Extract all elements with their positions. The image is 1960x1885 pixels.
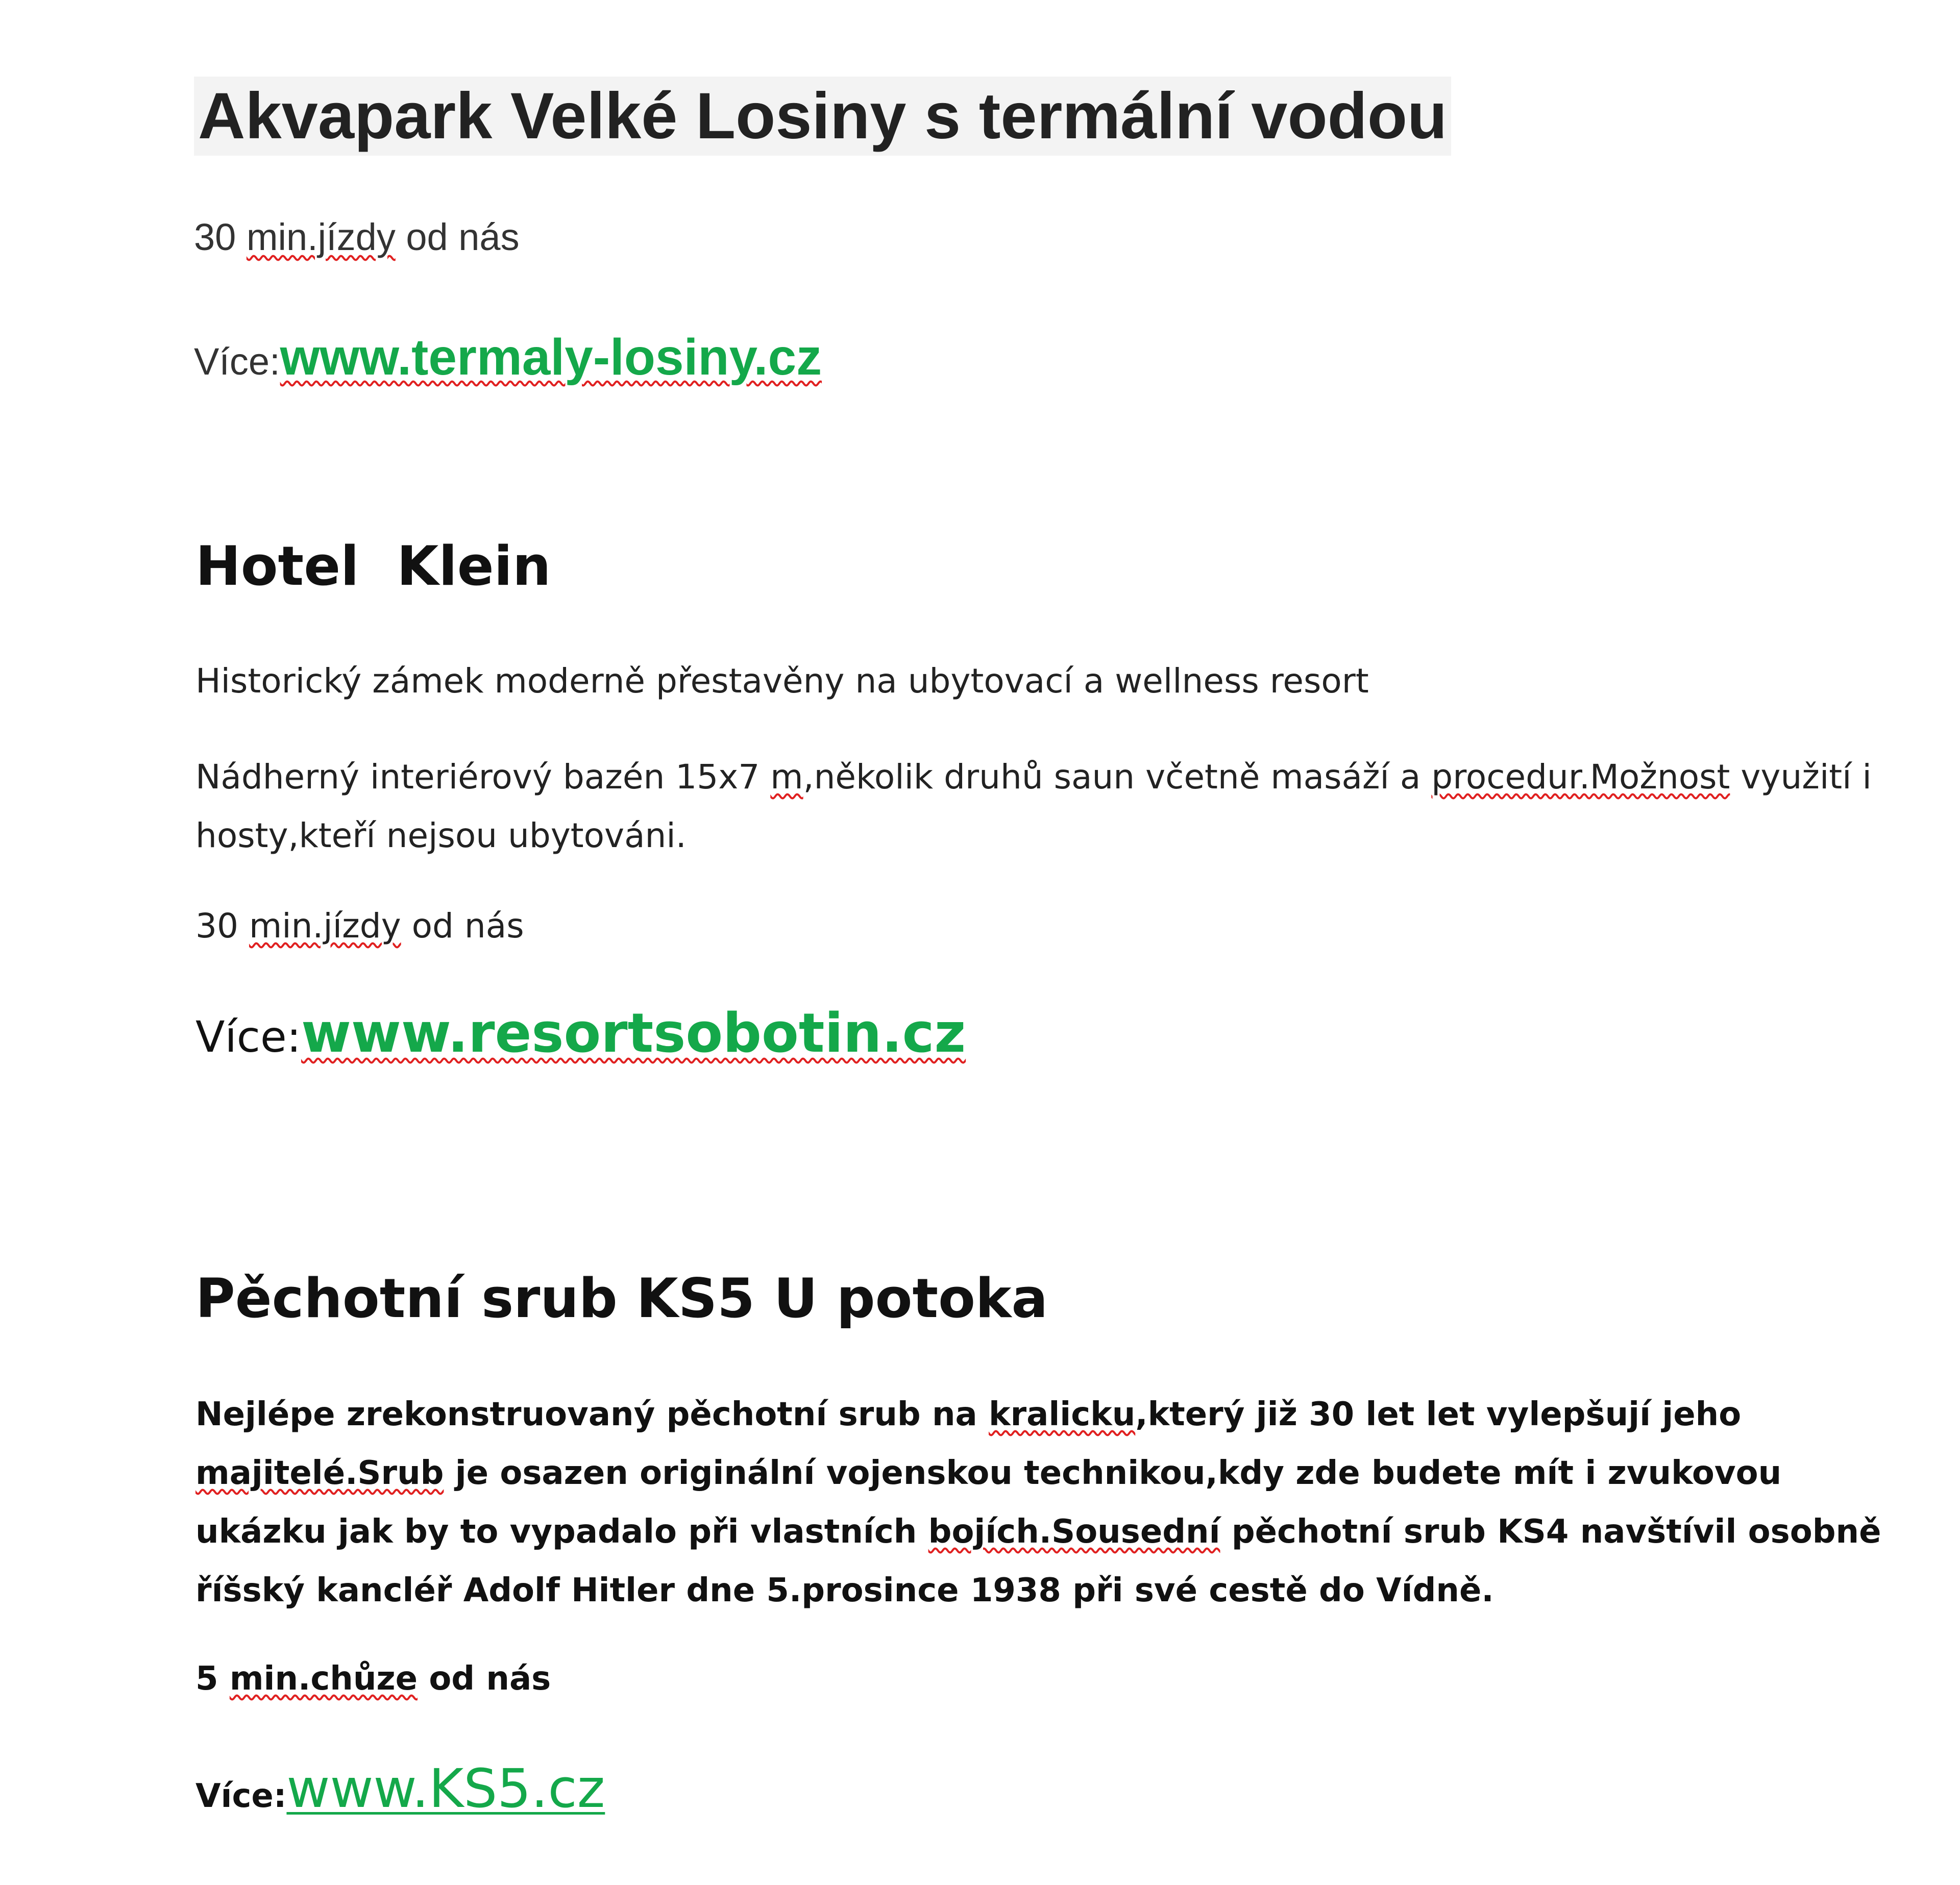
aquapark-heading: Akvapark Velké Losiny s termální vodou	[194, 77, 1451, 156]
paragraph-text: ,několik druhů saun včetně masáží a	[803, 757, 1432, 797]
bunker-heading: Pěchotní srub KS5 U potoka	[195, 1267, 1048, 1330]
aquapark-link[interactable]: www.termaly-losiny.cz	[280, 329, 822, 386]
spellcheck-word: m	[770, 757, 803, 797]
more-label: Více:	[195, 1777, 287, 1815]
spellcheck-word: min.jízdy	[246, 216, 396, 258]
paragraph-text: Nejlépe zrekonstruovaný pěchotní srub na	[195, 1396, 989, 1433]
bunker-link[interactable]: www.KS5.cz	[286, 1757, 605, 1820]
distance-number: 30	[194, 216, 247, 258]
spellcheck-word: min.chůze	[229, 1660, 418, 1698]
hotel-heading: Hotel Klein	[195, 535, 551, 598]
aquapark-distance	[194, 212, 520, 263]
hotel-distance	[195, 901, 524, 952]
paragraph-text: je osazen originální vojenskou technikou,kdy zde budete mít i zvukovou ukázku jak by to vypadalo při vlastních	[195, 1454, 1782, 1551]
distance-number: 30	[195, 906, 249, 946]
paragraph-text: využití i hosty,kteří nejsou ubytováni.	[195, 757, 1872, 855]
distance-suffix: od nás	[418, 1660, 551, 1698]
paragraph-text: ,který již 30 let let vylepšují jeho	[1135, 1396, 1742, 1433]
aquapark-more	[194, 327, 822, 392]
distance-number: 5	[195, 1660, 230, 1698]
hotel-paragraph	[195, 748, 1880, 865]
distance-suffix: od nás	[395, 216, 520, 258]
spellcheck-word: min.jízdy	[249, 906, 401, 946]
bunker-paragraph	[195, 1385, 1895, 1620]
bunker-more	[195, 1755, 605, 1829]
more-label: Více:	[195, 1012, 301, 1062]
spellcheck-word: bojích.Sousední	[928, 1513, 1220, 1551]
hotel-description: Historický zámek moderně přestavěny na ubytovací a wellness resort	[195, 661, 1369, 701]
hotel-more	[195, 1000, 966, 1070]
spellcheck-word: procedur.Možnost	[1431, 757, 1730, 797]
spellcheck-word: kralicku	[989, 1396, 1136, 1433]
spellcheck-word: majitelé.Srub	[195, 1454, 444, 1492]
distance-suffix: od nás	[401, 906, 524, 946]
paragraph-text: Nádherný interiérový bazén 15x7	[195, 757, 771, 797]
hotel-link[interactable]: www.resortsobotin.cz	[301, 1002, 966, 1064]
paragraph-text: pěchotní srub KS4 navštívil osobně říšský kancléř Adolf Hitler dne 5.prosince 1938 při své cestě do Vídně.	[195, 1513, 1881, 1609]
more-label: Více:	[194, 340, 280, 383]
bunker-distance	[195, 1653, 551, 1704]
